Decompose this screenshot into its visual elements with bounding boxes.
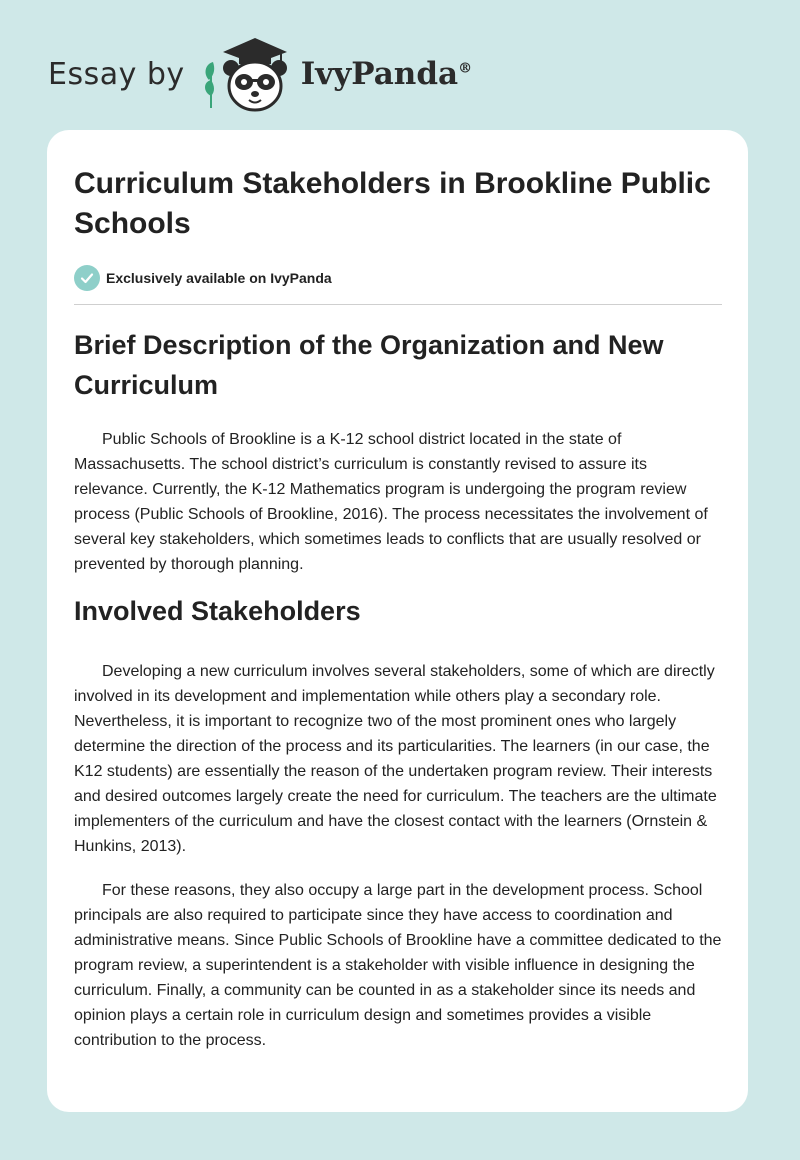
ivypanda-logo-icon[interactable] bbox=[201, 34, 293, 114]
exclusive-badge bbox=[74, 264, 722, 292]
divider bbox=[74, 304, 722, 305]
check-icon bbox=[74, 265, 100, 291]
article-card bbox=[47, 130, 748, 1112]
paragraph: For these reasons, they also occupy a large part in the development process. School principals are also required to participate since they have access to coordination and administrative means. Since Public Schools of Brookline have a committee dedicated to the program review, a superintendent is a stakeholder with visible influence in designing the curriculum. Finally, a community can be counted in as a stakeholder since its needs and opinion plays a certain role in curriculum design and sometimes provides a visible contribution to the process. bbox=[74, 882, 722, 1049]
article-content bbox=[74, 164, 722, 1053]
article-title: Curriculum Stakeholders in Brookline Public Schools bbox=[74, 167, 711, 240]
essay-by-label: Essay by bbox=[48, 56, 185, 92]
section-heading: Brief Description of the Organization and New Curriculum bbox=[74, 330, 664, 400]
site-header bbox=[48, 34, 472, 114]
registered-mark: ® bbox=[458, 60, 473, 77]
brand-name[interactable] bbox=[301, 56, 472, 92]
paragraph: Developing a new curriculum involves several stakeholders, some of which are directly involved in its development and implementation while others play a secondary role. Nevertheless, it is important to recognize two of the most prominent ones who largely determine the direction of the process and its particularities. The learners (in our case, the K12 students) are essentially the reason of the undertaken program review. Their interests and desired outcomes largely create the need for curriculum. The teachers are the ultimate implementers of the curriculum and have the closest contact with the learners (Ornstein & Hunkins, 2013). bbox=[74, 663, 717, 855]
brand-text: IvyPanda bbox=[300, 56, 459, 92]
section-heading: Involved Stakeholders bbox=[74, 596, 361, 626]
paragraph: Public Schools of Brookline is a K-12 school district located in the state of Massachusetts. The school district’s curriculum is constantly revised to assure its relevance. Currently, the K-12 Mathematics program is undergoing the program review process (Public Schools of Brookline, 2016). The process necessitates the involvement of several key stakeholders, which sometimes leads to conflicts that are usually resolved or prevented by thorough planning. bbox=[74, 431, 708, 573]
exclusive-label: Exclusively available on IvyPanda bbox=[106, 270, 332, 286]
